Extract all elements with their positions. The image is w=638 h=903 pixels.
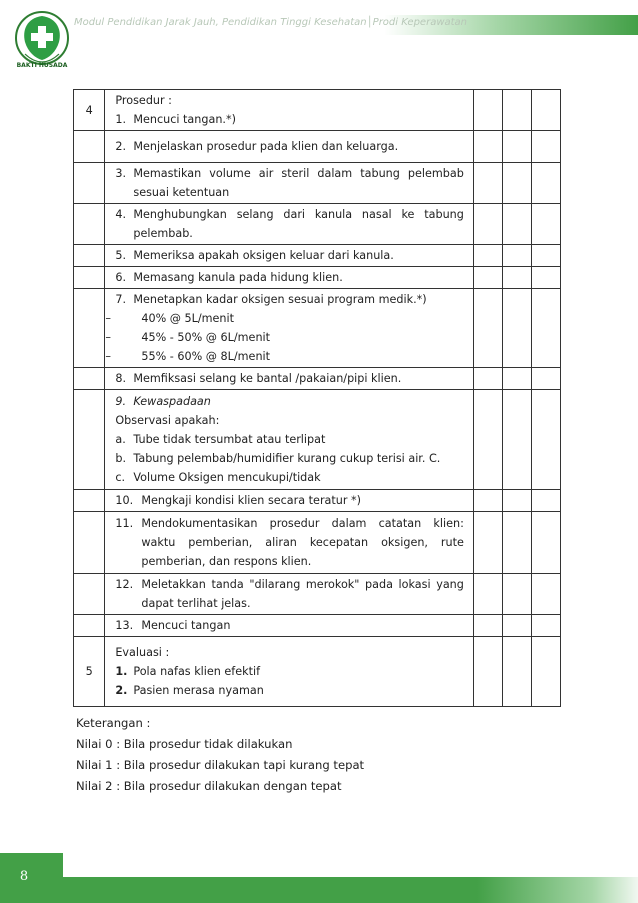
score-cell-1[interactable] (502, 490, 531, 512)
score-cell-2[interactable] (531, 245, 560, 267)
score-cell-0[interactable] (473, 512, 502, 574)
table-row (74, 163, 561, 204)
table-row (74, 90, 561, 131)
table-row (74, 574, 561, 615)
score-cell-1[interactable] (502, 390, 531, 490)
procedure-heading: Prosedur : (115, 94, 172, 107)
list-item: 2. Menjelaskan prosedur pada klien dan keluarga. (115, 140, 399, 153)
oxygen-level-item: – 55% - 60% @ 8L/menit (105, 350, 271, 363)
svg-text:BAKTI HUSADA: BAKTI HUSADA (16, 62, 68, 69)
list-item: 6. Memasang kanula pada hidung klien. (115, 271, 343, 284)
score-cell-2[interactable] (531, 163, 560, 204)
observe-heading: Observasi apakah: (115, 414, 220, 427)
table-row (74, 245, 561, 267)
footer-page-box (0, 853, 63, 903)
score-cell-0[interactable] (473, 204, 502, 245)
score-cell-2[interactable] (531, 131, 560, 163)
observe-item: a. Tube tidak tersumbat atau terlipat (115, 433, 326, 446)
list-item: 9. Kewaspadaan (115, 395, 211, 408)
score-cell-2[interactable] (531, 267, 560, 289)
score-cell-0[interactable] (473, 390, 502, 490)
list-item: 13. Mencuci tangan (115, 619, 231, 632)
list-item: 7. Menetapkan kadar oksigen sesuai program medik.*) (115, 293, 427, 306)
score-cell-0[interactable] (473, 615, 502, 637)
score-cell-0[interactable] (473, 289, 502, 368)
legend-line: Nilai 0 : Bila prosedur tidak dilakukan (76, 737, 293, 751)
legend-title: Keterangan : (76, 716, 151, 730)
list-item: 8. Memfiksasi selang ke bantal /pakaian/pipi klien. (115, 372, 402, 385)
score-cell-1[interactable] (502, 368, 531, 390)
list-item: 3. Memastikan volume air steril dalam tabung pelembab sesuai ketentuan (115, 167, 464, 199)
table-row (74, 368, 561, 390)
score-cell-0[interactable] (473, 245, 502, 267)
table-row (74, 267, 561, 289)
step-number: 5 (74, 637, 105, 707)
procedure-cell (105, 90, 474, 131)
score-cell-2[interactable] (531, 574, 560, 615)
oxygen-level-item: – 45% - 50% @ 6L/menit (105, 331, 271, 344)
legend-line: Nilai 2 : Bila prosedur dilakukan dengan tepat (76, 779, 342, 793)
procedure-checklist-table (73, 89, 561, 707)
score-legend (76, 713, 364, 797)
score-cell-0[interactable] (473, 131, 502, 163)
table-row (74, 131, 561, 163)
table-row (74, 490, 561, 512)
score-cell-0[interactable] (473, 490, 502, 512)
table-row (74, 512, 561, 574)
score-cell-2[interactable] (531, 637, 560, 707)
observe-item: b. Tabung pelembab/humidifier kurang cukup terisi air. C. (115, 452, 441, 465)
score-cell-0[interactable] (473, 574, 502, 615)
score-cell-0[interactable] (473, 90, 502, 131)
score-cell-1[interactable] (502, 163, 531, 204)
list-item: 1. Mencuci tangan.*) (115, 113, 236, 126)
header-bar (74, 15, 638, 35)
score-cell-1[interactable] (502, 267, 531, 289)
score-cell-2[interactable] (531, 289, 560, 368)
score-cell-0[interactable] (473, 163, 502, 204)
table-row (74, 615, 561, 637)
score-cell-2[interactable] (531, 512, 560, 574)
table-row (74, 289, 561, 368)
list-item: 11. Mendokumentasikan prosedur dalam catatan klien: waktu pemberian, aliran kecepatan oksigen, rute pemberian, dan respons klien. (115, 517, 464, 568)
running-title: Modul Pendidikan Jarak Jauh, Pendidikan Tinggi Kesehatan│Prodi Keperawatan (74, 17, 468, 28)
score-cell-1[interactable] (502, 245, 531, 267)
page-number: 8 (19, 869, 29, 884)
list-item: 4. Menghubungkan selang dari kanula nasal ke tabung pelembab. (115, 208, 464, 240)
score-cell-0[interactable] (473, 368, 502, 390)
table-row (74, 637, 561, 707)
list-item: 5. Memeriksa apakah oksigen keluar dari kanula. (115, 249, 394, 262)
score-cell-2[interactable] (531, 490, 560, 512)
score-cell-2[interactable] (531, 390, 560, 490)
evaluation-item: 2. Pasien merasa nyaman (115, 684, 264, 697)
score-cell-1[interactable] (502, 289, 531, 368)
score-cell-1[interactable] (502, 637, 531, 707)
score-cell-1[interactable] (502, 90, 531, 131)
score-cell-1[interactable] (502, 204, 531, 245)
score-cell-2[interactable] (531, 368, 560, 390)
score-cell-1[interactable] (502, 615, 531, 637)
score-cell-2[interactable] (531, 615, 560, 637)
list-item: 10. Mengkaji kondisi klien secara teratur *) (115, 494, 361, 507)
bakti-husada-logo (13, 8, 71, 76)
list-item: 12. Meletakkan tanda "dilarang merokok" pada lokasi yang dapat terlihat jelas. (115, 578, 464, 610)
table-row (74, 204, 561, 245)
score-cell-0[interactable] (473, 267, 502, 289)
score-cell-0[interactable] (473, 637, 502, 707)
observe-item: c. Volume Oksigen mencukupi/tidak (115, 471, 321, 484)
score-cell-1[interactable] (502, 131, 531, 163)
oxygen-level-item: – 40% @ 5L/menit (105, 312, 235, 325)
step-number: 4 (74, 90, 105, 131)
score-cell-2[interactable] (531, 204, 560, 245)
footer-bar (63, 877, 638, 903)
table-row (74, 390, 561, 490)
score-cell-1[interactable] (502, 512, 531, 574)
evaluation-heading: Evaluasi : (115, 646, 170, 659)
score-cell-1[interactable] (502, 574, 531, 615)
legend-line: Nilai 1 : Bila prosedur dilakukan tapi kurang tepat (76, 758, 365, 772)
score-cell-2[interactable] (531, 90, 560, 131)
evaluation-item: 1. Pola nafas klien efektif (115, 665, 261, 678)
